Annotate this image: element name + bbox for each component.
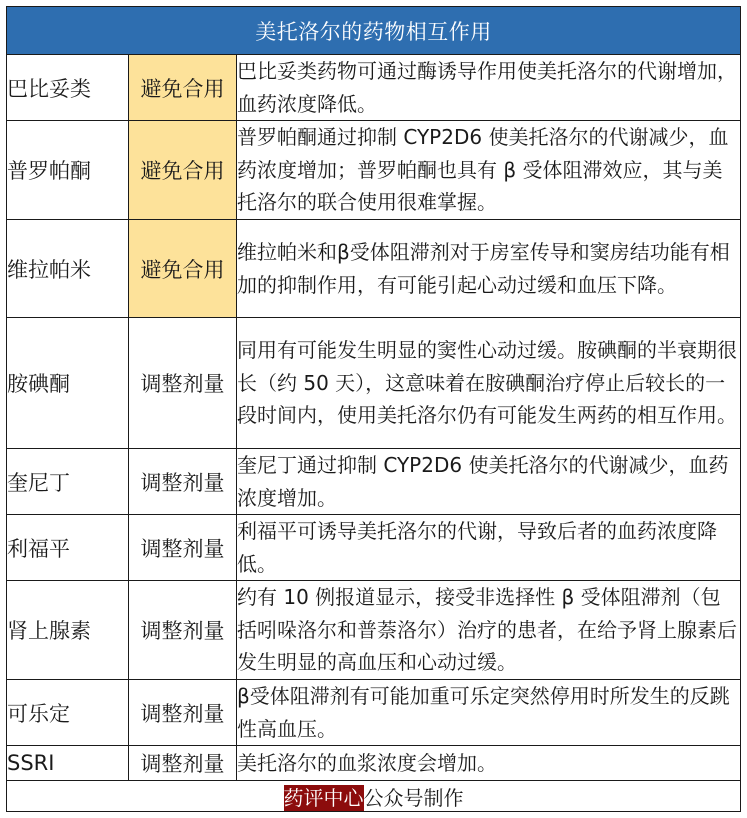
advice-badge: 调整剂量: [129, 515, 237, 581]
drug-name: 奎尼丁: [7, 449, 129, 515]
table-row: [7, 515, 741, 581]
interaction-description: 约有 10 例报道显示，接受非选择性 β 受体阻滞剂（包括吲哚洛尔和普萘洛尔）治疗的患者，在给予肾上腺素后发生明显的高血压和心动过缓。: [237, 581, 741, 680]
table-title: 美托洛尔的药物相互作用: [7, 7, 741, 55]
advice-badge: 避免合用: [129, 121, 237, 220]
advice-badge: 调整剂量: [129, 746, 237, 781]
drug-name: 普罗帕酮: [7, 121, 129, 220]
interaction-description: 普罗帕酮通过抑制 CYP2D6 使美托洛尔的代谢减少，血药浓度增加；普罗帕酮也具有 β 受体阻滞效应，其与美托洛尔的联合使用很难掌握。: [237, 121, 741, 220]
drug-name: 维拉帕米: [7, 220, 129, 318]
interaction-description: 维拉帕米和β受体阻滞剂对于房室传导和窦房结功能有相加的抑制作用，有可能引起心动过缓和血压下降。: [237, 220, 741, 318]
advice-badge: 调整剂量: [129, 318, 237, 449]
advice-badge: 调整剂量: [129, 581, 237, 680]
advice-badge: 调整剂量: [129, 449, 237, 515]
advice-badge: 避免合用: [129, 220, 237, 318]
footer-credit: [7, 781, 741, 812]
drug-name: 肾上腺素: [7, 581, 129, 680]
footer-suffix: 公众号制作: [363, 785, 464, 810]
title-row: [7, 7, 741, 55]
table-row: [7, 581, 741, 680]
interaction-description: β受体阻滞剂有可能加重可乐定突然停用时所发生的反跳性高血压。: [237, 680, 741, 746]
advice-badge: 避免合用: [129, 55, 237, 121]
table-row: [7, 746, 741, 781]
table-row: [7, 680, 741, 746]
footer-row: [7, 781, 741, 812]
drug-interaction-table: [6, 6, 741, 812]
drug-name: 胺碘酮: [7, 318, 129, 449]
advice-badge: 调整剂量: [129, 680, 237, 746]
drug-name: SSRI: [7, 746, 129, 781]
interaction-description: 奎尼丁通过抑制 CYP2D6 使美托洛尔的代谢减少，血药浓度增加。: [237, 449, 741, 515]
table-row: [7, 55, 741, 121]
drug-name: 可乐定: [7, 680, 129, 746]
interaction-description: 美托洛尔的血浆浓度会增加。: [237, 746, 741, 781]
table-row: [7, 449, 741, 515]
interaction-description: 利福平可诱导美托洛尔的代谢，导致后者的血药浓度降低。: [237, 515, 741, 581]
table-row: [7, 220, 741, 318]
drug-name: 利福平: [7, 515, 129, 581]
table-row: [7, 121, 741, 220]
interaction-description: 巴比妥类药物可通过酶诱导作用使美托洛尔的代谢增加，血药浓度降低。: [237, 55, 741, 121]
table-row: [7, 318, 741, 449]
interaction-description: 同用有可能发生明显的窦性心动过缓。胺碘酮的半衰期很长（约 50 天），这意味着在胺碘酮治疗停止后较长的一段时间内，使用美托洛尔仍有可能发生两药的相互作用。: [237, 318, 741, 449]
drug-name: 巴比妥类: [7, 55, 129, 121]
brand-label: 药评中心: [283, 785, 364, 810]
